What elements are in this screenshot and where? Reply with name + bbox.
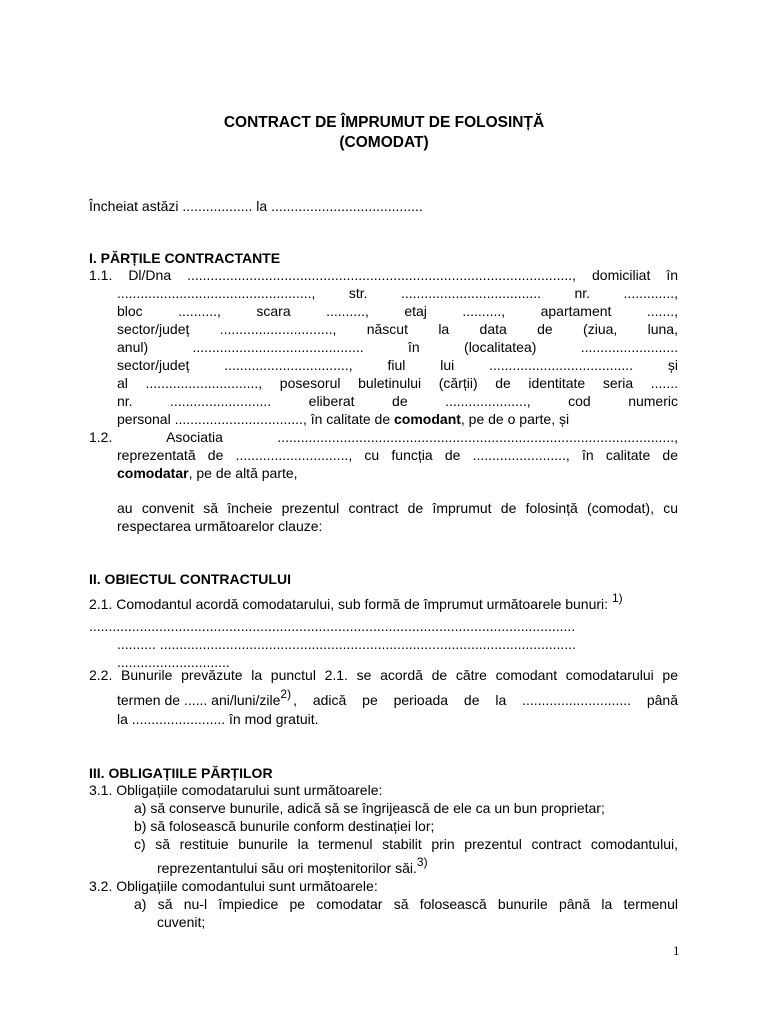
footnote-ref: 2) [280, 687, 292, 701]
contract-title: CONTRACT DE ÎMPRUMUT DE FOLOSINȚĂ [223, 114, 545, 131]
clause-3-2: 3.2. Obligațiile comodantului sunt următoarele: [89, 878, 378, 894]
comodatar-term: comodatar [117, 465, 189, 481]
p11-line: nr. .......................... eliberat de ....................., cod numeric [117, 393, 678, 409]
clause-2-2-line: 2.2. Bunurile prevăzute la punctul 2.1. se acordă de către comodant comodatarului pe [89, 667, 678, 683]
obligation-item-cont: reprezentantului său ori moștenitorilor săi.$^{3)}$ [157, 855, 428, 876]
clause-2-1: 2.1. Comodantul acordă comodatarului, sub formă de împrumut următoarele bunuri: $^{1)}$ [89, 591, 623, 612]
obligation-item: a) să nu-l împiedice pe comodatar să folosească bunurile până la termenul [134, 896, 678, 912]
blank-line: ............................. [117, 654, 230, 670]
p11-line: 1.1. Dl/Dna ..................................................................................................., domiciliat în [89, 267, 678, 283]
p11-line: .................................................., str. .................................... nr. ............., [117, 285, 678, 301]
clause-2-2-line: termen de ...... ani/luni/zile$^{2)}$ , adică pe perioada de la ............................ până [117, 687, 678, 708]
p11-line: anul) ............................................ în (localitatea) ......................... [117, 339, 678, 355]
section-2-heading: II. OBIECTUL CONTRACTULUI [89, 571, 291, 587]
footnote-ref: 1) [611, 591, 623, 605]
obligation-item: b) să folosească bunurile conform destinației lor; [134, 818, 435, 834]
agreement-line: respectarea următoarelor clauze: [117, 518, 323, 534]
p11-line: al ............................., posesorul buletinului (cărții) de identitate seria ....... [117, 375, 678, 391]
p11-line: sector/județ ................................, fiul lui ..................................... și [117, 357, 678, 373]
agreement-line: au convenit să încheie prezentul contract de împrumut de folosință (comodat), cu [117, 500, 678, 516]
p11-line: sector/județ ............................., născut la data de (ziua, luna, [117, 321, 678, 337]
comodant-term: comodant [394, 411, 461, 427]
contract-subtitle: (COMODAT) [339, 134, 429, 151]
blank-line: .......... ........................................................................................................... [117, 636, 576, 652]
concluded-line: Încheiat astăzi .................. la ....................................... [89, 198, 423, 214]
obligation-item: c) să restituie bunurile la termenul stabilit prin prezentul contract comodantului, [134, 836, 678, 852]
obligation-item: a) să conserve bunurile, adică să se îngrijească de ele ca un bun proprietar; [134, 800, 605, 816]
page-number: 1 [673, 943, 680, 958]
section-3-heading: III. OBLIGAȚIILE PĂRȚILOR [89, 765, 273, 781]
p11-line: bloc .........., scara .........., etaj .........., apartament ......., [117, 303, 678, 319]
footnote-ref: 3) [416, 855, 428, 869]
obligation-item-cont: cuvenit; [157, 914, 206, 930]
clause-3-1: 3.1. Obligațiile comodatarului sunt următoarele: [89, 782, 383, 798]
p12-last-line: comodatar, pe de altă parte, [117, 465, 298, 481]
blank-line: ............................................................................................................................. [89, 618, 576, 634]
clause-2-2-line: la ........................ în mod gratuit. [117, 711, 319, 727]
p12-line: reprezentată de ............................., cu funcția de ........................, în calitate de [117, 447, 678, 463]
p12-line: 1.2. Asociatia ......................................................................................................, [89, 429, 678, 445]
p11-last-line: personal ................................., în calitate de comodant, pe de o parte, și [117, 411, 570, 427]
section-1-heading: I. PĂRȚILE CONTRACTANTE [89, 250, 281, 266]
